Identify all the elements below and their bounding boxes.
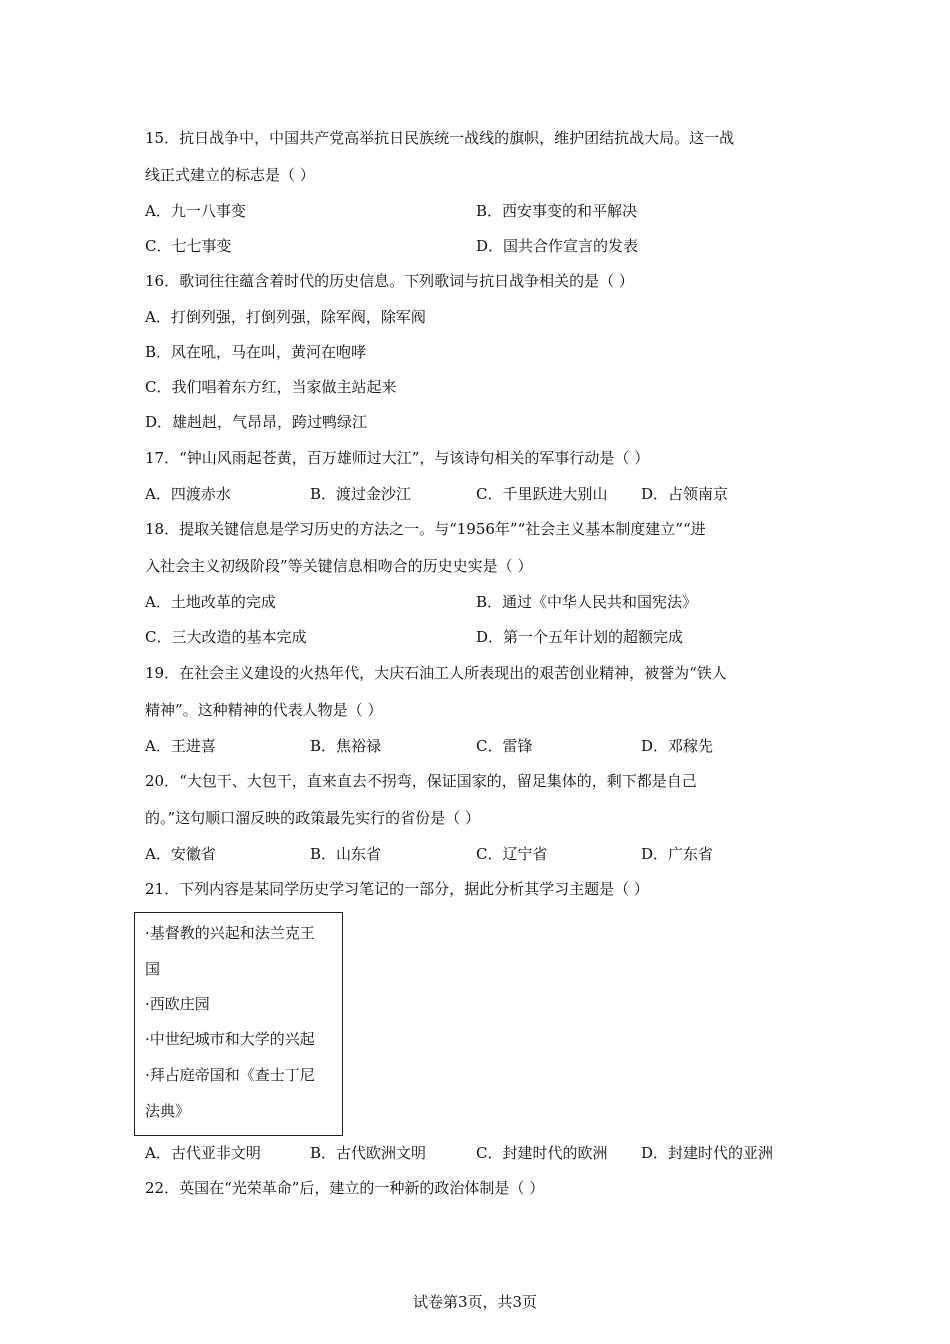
page-footer: 试卷第3页，共3页 (412, 1293, 538, 1311)
q21-notes-box (134, 912, 343, 1136)
q19-option-d: D．邓稼先 (641, 737, 714, 755)
q20-stem-line2: 的。”这句顺口溜反映的政策最先实行的省份是（ ） (145, 809, 480, 827)
q21-note-line: 法典》 (145, 1102, 191, 1120)
q16-option-a: A．打倒列强，打倒列强，除军阀，除军阀 (145, 308, 426, 326)
q17-option-a: A．四渡赤水 (145, 485, 231, 503)
q20-option-a: A．安徽省 (145, 845, 216, 863)
q17-stem-line1: 17．“钟山风雨起苍黄，百万雄师过大江”，与该诗句相关的军事行动是（ ） (145, 449, 650, 467)
q21-option-d: D．封建时代的亚洲 (641, 1144, 774, 1162)
q18-stem-line1: 18．提取关键信息是学习历史的方法之一。与“1956年”“社会主义基本制度建立”“进 (145, 520, 706, 538)
q16-stem-line1: 16．歌词往往蕴含着时代的历史信息。下列歌词与抗日战争相关的是（ ） (145, 272, 634, 290)
q21-note-line: 国 (145, 960, 161, 978)
q21-note-line: ·拜占庭帝国和《查士丁尼 (145, 1066, 315, 1084)
q21-note-line: ·基督教的兴起和法兰克王 (145, 924, 315, 942)
q19-option-c: C．雷锋 (476, 737, 533, 755)
q19-option-a: A．王进喜 (145, 737, 216, 755)
q18-stem-line2: 入社会主义初级阶段”等关键信息相吻合的历史史实是（ ） (145, 557, 533, 575)
q21-option-b: B．古代欧洲文明 (310, 1144, 427, 1162)
q21-option-c: C．封建时代的欧洲 (476, 1144, 608, 1162)
q15-option-a: A．九一八事变 (145, 202, 246, 220)
q16-option-d: D．雄赳赳，气昂昂，跨过鸭绿江 (145, 413, 368, 431)
q17-option-d: D．占领南京 (641, 485, 729, 503)
q18-option-b: B．通过《中华人民共和国宪法》 (476, 593, 698, 611)
q16-option-b: B．风在吼，马在叫，黄河在咆哮 (145, 343, 367, 361)
q20-option-c: C．辽宁省 (476, 845, 548, 863)
q17-option-c: C．千里跃进大别山 (476, 485, 608, 503)
q17-option-b: B．渡过金沙江 (310, 485, 412, 503)
q15-stem-line2: 线正式建立的标志是（ ） (145, 166, 315, 184)
q18-option-c: C．三大改造的基本完成 (145, 628, 307, 646)
q18-option-a: A．土地改革的完成 (145, 593, 276, 611)
q18-option-d: D．第一个五年计划的超额完成 (476, 628, 684, 646)
q20-option-d: D．广东省 (641, 845, 714, 863)
q19-option-b: B．焦裕禄 (310, 737, 382, 755)
q20-option-b: B．山东省 (310, 845, 382, 863)
q21-option-a: A．古代亚非文明 (145, 1144, 261, 1162)
q15-option-b: B．西安事变的和平解决 (476, 202, 638, 220)
q15-stem-line1: 15．抗日战争中，中国共产党高举抗日民族统一战线的旗帜，维护团结抗战大局。这一战 (145, 129, 735, 147)
q15-option-d: D．国共合作宣言的发表 (476, 237, 639, 255)
q21-stem-line1: 21．下列内容是某同学历史学习笔记的一部分，据此分析其学习主题是（ ） (145, 880, 649, 898)
q22-stem-line1: 22．英国在“光荣革命”后，建立的一种新的政治体制是（ ） (145, 1179, 545, 1197)
q16-option-c: C．我们唱着东方红，当家做主站起来 (145, 378, 397, 396)
q20-stem-line1: 20．“大包干、大包干，直来直去不拐弯，保证国家的，留足集体的，剩下都是自己 (145, 772, 697, 790)
q21-note-line: ·中世纪城市和大学的兴起 (145, 1030, 315, 1048)
q19-stem-line1: 19．在社会主义建设的火热年代，大庆石油工人所表现出的艰苦创业精神，被誉为“铁人 (145, 664, 727, 682)
q21-note-line: ·西欧庄园 (145, 995, 210, 1013)
q15-option-c: C．七七事变 (145, 237, 232, 255)
q19-stem-line2: 精神”。这种精神的代表人物是（ ） (145, 701, 383, 719)
